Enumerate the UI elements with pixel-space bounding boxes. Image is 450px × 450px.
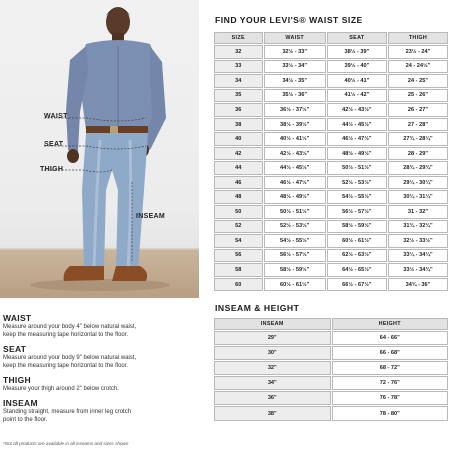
table-row — [214, 45, 448, 59]
definition-text: Standing straight, measure from inner leg crotch — [3, 409, 132, 415]
definition-title: THIGH — [3, 375, 31, 385]
waist-cell: 34½ - 35" — [264, 74, 326, 88]
definition-title: INSEAM — [3, 398, 38, 408]
seat-cell: 54½ - 55½" — [327, 190, 387, 204]
table-row — [214, 103, 448, 117]
thigh-cell: 27 - 28" — [388, 118, 448, 132]
thigh-cell: 23½ - 24" — [388, 45, 448, 59]
height-cell: 78 - 80" — [332, 406, 449, 420]
inseam-cell: 38" — [214, 406, 331, 420]
size-cell: 40 — [214, 132, 263, 146]
seat-cell: 50½ - 51½" — [327, 161, 387, 175]
seat-definition — [3, 344, 203, 370]
height-cell: 72 - 76" — [332, 376, 449, 390]
definition-text: Measure around your body 4" below natural waist, — [3, 324, 137, 330]
inseam-definition — [3, 398, 203, 424]
height-cell: 76 - 78" — [332, 391, 449, 405]
inseam-cell: 29" — [214, 331, 331, 345]
table-row — [214, 132, 448, 146]
size-cell: 52 — [214, 220, 263, 234]
size-cell: 48 — [214, 190, 263, 204]
thigh-cell: 28 - 29" — [388, 147, 448, 161]
availability-footnote: *Not all products are available in all inseams and sizes shown — [3, 441, 129, 446]
size-cell: 54 — [214, 234, 263, 248]
size-cell: 36 — [214, 103, 263, 117]
seat-cell: 40½ - 41" — [327, 74, 387, 88]
thigh-cell: 33½ - 34¾" — [388, 263, 448, 277]
table-row — [214, 220, 448, 234]
table-row — [214, 205, 448, 219]
definition-text: Measure around your body 9" below natural waist, — [3, 355, 137, 361]
seat-cell: 56½ - 57½" — [327, 205, 387, 219]
size-cell: 38 — [214, 118, 263, 132]
table-row — [214, 361, 448, 375]
size-cell: 60 — [214, 278, 263, 292]
thigh-cell: 26 - 27" — [388, 103, 448, 117]
waist-definition — [3, 313, 203, 339]
inseam-column-header: INSEAM — [214, 318, 331, 330]
size-cell: 46 — [214, 176, 263, 190]
waist-cell: 56½ - 57½" — [264, 249, 326, 263]
table-row — [214, 89, 448, 103]
seat-cell: 52½ - 53½" — [327, 176, 387, 190]
thigh-cell: 24 - 24½" — [388, 60, 448, 74]
inseam-table-title: INSEAM & HEIGHT — [215, 303, 300, 313]
table-row — [214, 74, 448, 88]
seat-cell: 62½ - 63½" — [327, 249, 387, 263]
waist-marker-label: WAIST — [44, 113, 68, 120]
height-cell: 68 - 72" — [332, 361, 449, 375]
seat-cell: 64½ - 65½" — [327, 263, 387, 277]
waist-cell: 36½ - 37½" — [264, 103, 326, 117]
waist-cell: 33½ - 34" — [264, 60, 326, 74]
table-row — [214, 176, 448, 190]
inseam-height-table — [213, 317, 449, 422]
table-row — [214, 376, 448, 390]
waist-cell: 50½ - 51½" — [264, 205, 326, 219]
size-cell: 35 — [214, 89, 263, 103]
inseam-cell: 30" — [214, 346, 331, 360]
seat-cell: 38½ - 39" — [327, 45, 387, 59]
height-cell: 66 - 68" — [332, 346, 449, 360]
table-header-row — [214, 318, 448, 330]
waist-cell: 48½ - 49½" — [264, 190, 326, 204]
size-cell: 44 — [214, 161, 263, 175]
waist-cell: 58½ - 59½" — [264, 263, 326, 277]
size-cell: 34 — [214, 74, 263, 88]
seat-cell: 41½ - 42" — [327, 89, 387, 103]
waist-size-table — [213, 31, 449, 292]
table-row — [214, 278, 448, 292]
size-cell: 32 — [214, 45, 263, 59]
waist-cell: 60½ - 61½" — [264, 278, 326, 292]
waist-cell: 54½ - 55½" — [264, 234, 326, 248]
inseam-marker-label: INSEAM — [136, 213, 166, 220]
inseam-cell: 32" — [214, 361, 331, 375]
model-figure-illustration — [0, 0, 199, 298]
table-row — [214, 249, 448, 263]
size-cell: 58 — [214, 263, 263, 277]
table-row — [214, 60, 448, 74]
definition-text: keep the measuring tape horizontal to the floor. — [3, 363, 129, 369]
thigh-cell: 34¾ - 36" — [388, 278, 448, 292]
waist-cell: 40½ - 41½" — [264, 132, 326, 146]
thigh-definition — [3, 375, 203, 393]
thigh-cell: 25 - 26" — [388, 89, 448, 103]
seat-cell: 46½ - 47½" — [327, 132, 387, 146]
seat-cell: 42½ - 43½" — [327, 103, 387, 117]
thigh-cell: 24 - 25" — [388, 74, 448, 88]
seat-cell: 60½ - 61½" — [327, 234, 387, 248]
seat-cell: 58½ - 59½" — [327, 220, 387, 234]
seat-column-header: SEAT — [327, 32, 387, 44]
size-cell: 50 — [214, 205, 263, 219]
waist-cell: 38½ - 39½" — [264, 118, 326, 132]
waist-table-title: FIND YOUR LEVI'S® WAIST SIZE — [215, 15, 363, 25]
waist-cell: 44½ - 45½" — [264, 161, 326, 175]
seat-cell: 66½ - 67½" — [327, 278, 387, 292]
table-row — [214, 161, 448, 175]
inseam-cell: 36" — [214, 391, 331, 405]
seat-cell: 39½ - 40" — [327, 60, 387, 74]
thigh-cell: 27¾ - 28¼" — [388, 132, 448, 146]
thigh-cell: 33¼ - 34¼" — [388, 249, 448, 263]
thigh-cell: 31 - 32" — [388, 205, 448, 219]
inseam-table-body — [214, 331, 448, 421]
table-row — [214, 190, 448, 204]
thigh-cell: 31¾ - 32¾" — [388, 220, 448, 234]
table-row — [214, 406, 448, 420]
waist-table-body — [214, 45, 448, 291]
table-row — [214, 234, 448, 248]
definition-text: Measure your thigh around 2" below crotch. — [3, 386, 119, 392]
table-header-row — [214, 32, 448, 44]
thigh-cell: 32½ - 33½" — [388, 234, 448, 248]
seat-cell: 48½ - 49½" — [327, 147, 387, 161]
seat-cell: 44½ - 45½" — [327, 118, 387, 132]
definition-title: WAIST — [3, 313, 32, 323]
size-cell: 33 — [214, 60, 263, 74]
thigh-marker-label: THIGH — [40, 166, 64, 173]
waist-cell: 52½ - 53½" — [264, 220, 326, 234]
waist-cell: 35½ - 36" — [264, 89, 326, 103]
thigh-cell: 28¾ - 29¾" — [388, 161, 448, 175]
size-cell: 42 — [214, 147, 263, 161]
height-column-header: HEIGHT — [332, 318, 449, 330]
waist-cell: 42½ - 43½" — [264, 147, 326, 161]
table-row — [214, 331, 448, 345]
table-row — [214, 118, 448, 132]
height-cell: 64 - 66" — [332, 331, 449, 345]
table-row — [214, 147, 448, 161]
waist-cell: 32½ - 33" — [264, 45, 326, 59]
table-row — [214, 263, 448, 277]
inseam-cell: 34" — [214, 376, 331, 390]
seat-marker-label: SEAT — [44, 141, 64, 148]
waist-column-header: WAIST — [264, 32, 326, 44]
thigh-column-header: THIGH — [388, 32, 448, 44]
table-row — [214, 391, 448, 405]
thigh-cell: 29¼ - 30¼" — [388, 176, 448, 190]
size-column-header: SIZE — [214, 32, 263, 44]
thigh-cell: 30¼ - 31¼" — [388, 190, 448, 204]
measurement-instructions — [3, 313, 203, 429]
definition-title: SEAT — [3, 344, 27, 354]
definition-text: keep the measuring tape horizontal to the floor. — [3, 332, 129, 338]
size-cell: 56 — [214, 249, 263, 263]
model-photo — [0, 0, 199, 298]
waist-cell: 46½ - 47½" — [264, 176, 326, 190]
table-row — [214, 346, 448, 360]
definition-text: point to the floor. — [3, 417, 48, 423]
